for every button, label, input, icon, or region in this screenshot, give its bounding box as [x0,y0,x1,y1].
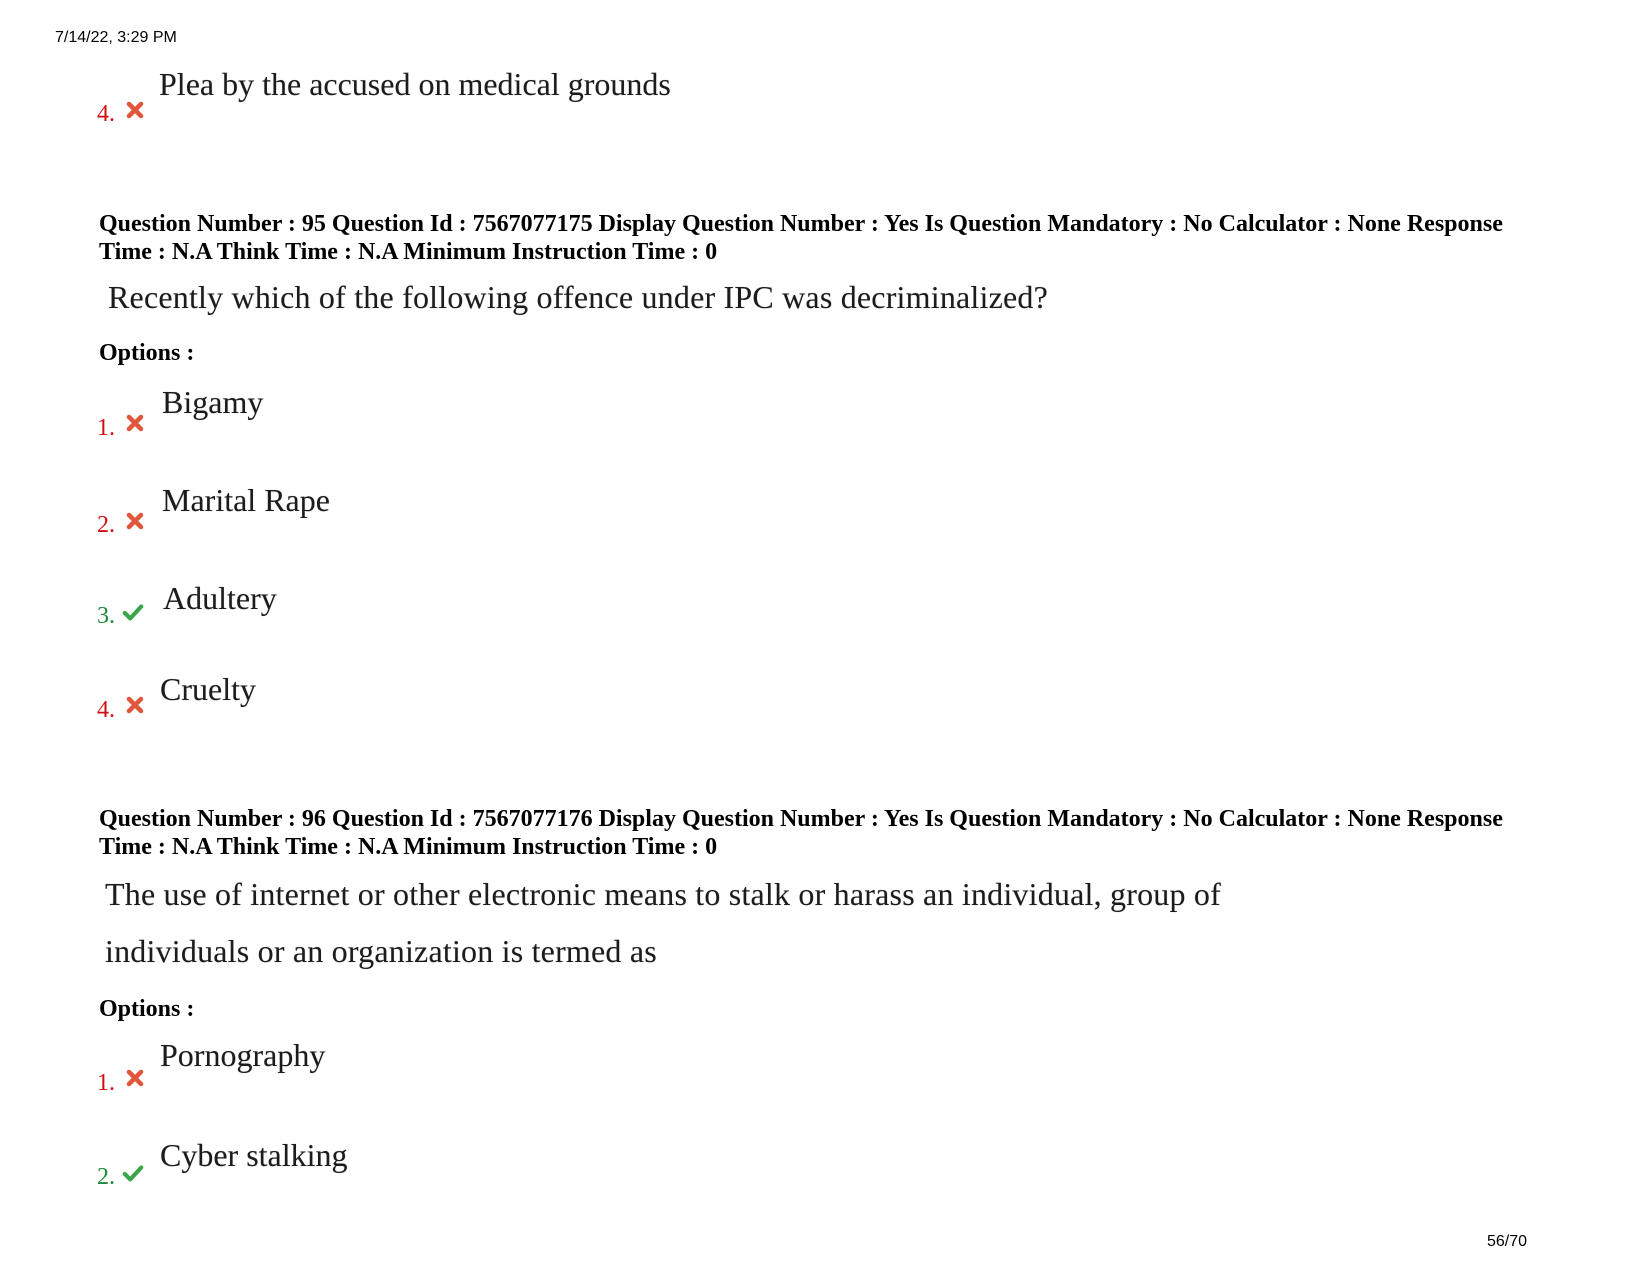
option-text: Bigamy [162,384,264,420]
question-meta-line-2: Time : N.A Think Time : N.A Minimum Instruction Time : 0 [99,239,718,265]
option-number: 1. [97,415,115,441]
cross-icon [124,1068,146,1088]
page-number: 56/70 [1486,1233,1527,1250]
check-icon [122,602,144,622]
option-number: 3. [97,603,115,629]
option-text: Plea by the accused on medical grounds [159,66,671,102]
question-meta-line-2: Time : N.A Think Time : N.A Minimum Instruction Time : 0 [99,834,718,860]
cross-icon [124,100,146,120]
option-number: 4. [97,101,115,127]
print-timestamp: 7/14/22, 3:29 PM [55,29,177,46]
question-meta-line-1: Question Number : 95 Question Id : 7567077175 Display Question Number : Yes Is Question Mandatory : No Calculator : None Response [99,211,1503,237]
question-meta [99,805,1599,861]
option-number: 2. [97,1164,115,1190]
option-number: 2. [97,512,115,538]
question-meta [99,210,1599,266]
cross-icon [124,511,146,531]
question-text-line-2: individuals or an organization is termed as [105,933,657,969]
check-icon [122,1163,144,1183]
option-number: 4. [97,697,115,723]
options-label: Options : [99,996,195,1022]
options-label: Options : [99,340,195,366]
question-meta-line-1: Question Number : 96 Question Id : 7567077176 Display Question Number : Yes Is Question Mandatory : No Calculator : None Response [99,806,1503,832]
option-text: Cruelty [160,671,256,707]
option-text: Cyber stalking [160,1137,348,1173]
cross-icon [124,695,146,715]
cross-icon [124,413,146,433]
option-text: Adultery [163,580,277,616]
option-text: Marital Rape [162,482,330,518]
option-number: 1. [97,1070,115,1096]
option-text: Pornography [160,1037,326,1073]
question-text-line-1: The use of internet or other electronic means to stalk or harass an individual, group of [105,876,1221,912]
question-text: Recently which of the following offence under IPC was decriminalized? [108,279,1049,315]
